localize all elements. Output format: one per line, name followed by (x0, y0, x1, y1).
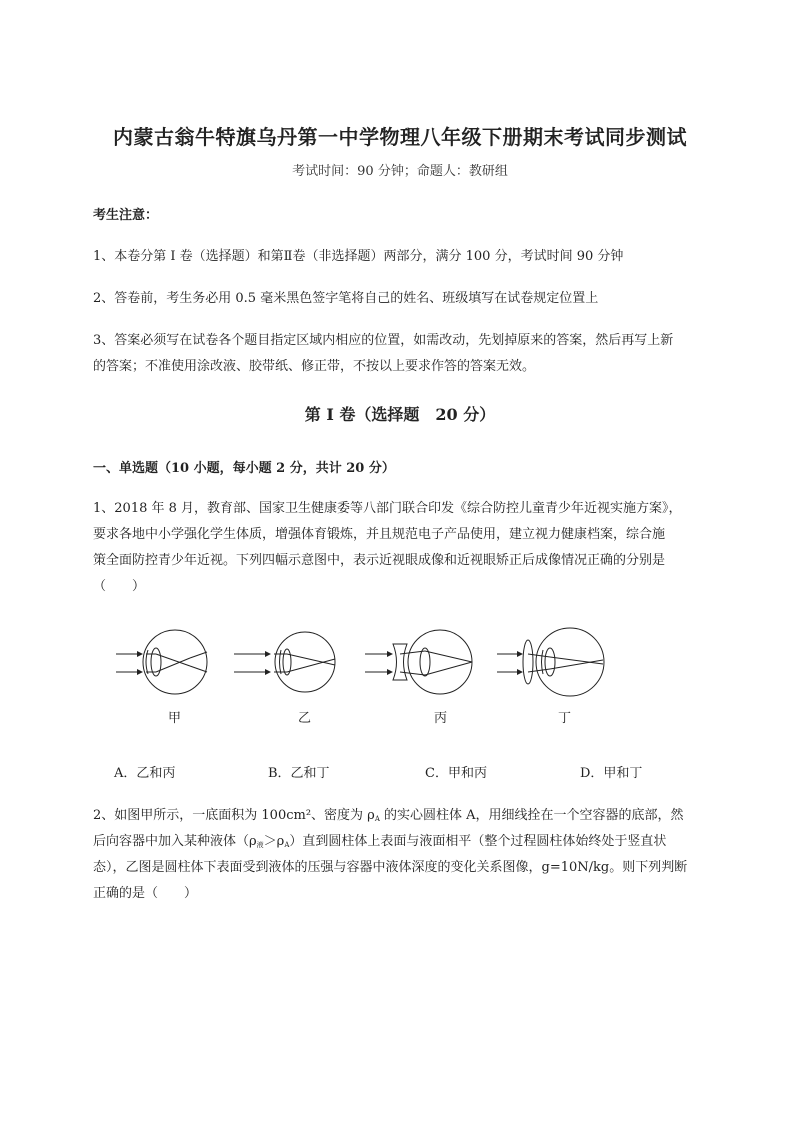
exam-title: 内蒙古翁牛特旗乌丹第一中学物理八年级下册期末考试同步测试 (113, 125, 687, 149)
question-2-line-4: 正确的是（ ） (93, 886, 198, 901)
density-subscript-liquid: 液 (256, 841, 264, 849)
notice-item-3-line-1: 3、答案必须写在试卷各个题目指定区域内相应的位置，如需改动，先划掉原来的答案，然后再写上新 (93, 333, 674, 348)
notice-item-2: 2、答卷前，考生务必用 0.5 毫米黑色签字笔将自己的姓名、班级填写在试卷规定位置上 (93, 291, 599, 306)
question-2-line-1-text: 2、如图甲所示，一底面积为 100cm²、密度为 ρ (93, 808, 375, 823)
figure-label-jia: 甲 (168, 711, 182, 726)
figure-label-bing: 丙 (434, 711, 448, 726)
eye-diagram-jia (116, 630, 207, 694)
eye-diagram-bing (365, 630, 472, 694)
density-subscript-a: A (374, 815, 380, 823)
eye-diagram-yi (234, 632, 335, 692)
option-d: D．甲和丁 (580, 766, 643, 781)
question-1-line-3: 策全面防控青少年近视。下列四幅示意图中，表示近视眼成像和近视眼矫正后成像情况正确的分别是 (93, 553, 666, 568)
question-2-line-2 (93, 830, 666, 850)
figure-label-yi: 乙 (298, 711, 312, 726)
eye-diagram-ding (497, 628, 604, 696)
option-b: B．乙和丁 (268, 766, 330, 781)
question-1-line-1: 1、2018 年 8 月，教育部、国家卫生健康委等八部门联合印发《综合防控儿童青少年近视实施方案》， (93, 501, 682, 516)
notice-item-3-line-2: 的答案；不准使用涂改液、胶带纸、修正带，不按以上要求作答的答案无效。 (93, 359, 536, 374)
eye-diagrams-figure (110, 622, 630, 734)
question-2-line-1 (93, 804, 684, 823)
notice-item-1: 1、本卷分第 I 卷（选择题）和第Ⅱ卷（非选择题）两部分，满分 100 分，考试时间 90 分钟 (93, 249, 624, 264)
question-1-line-4: （ ） (93, 579, 146, 594)
option-c: C．甲和丙 (425, 766, 487, 781)
question-2-line-1-rest: 的实心圆柱体 A，用细线拴在一个空容器的底部，然 (379, 808, 684, 823)
density-subscript-a-2: A (284, 841, 290, 849)
notice-heading: 考生注意： (93, 208, 159, 223)
question-2-line-2-b: ＞ρ (263, 834, 285, 849)
question-1-line-2: 要求各地中小学强化学生体质，增强体育锻炼，并且规范电子产品使用，建立视力健康档案，综合施 (93, 527, 666, 542)
question-2-line-2-c: ）直到圆柱体上表面与液面相平（整个过程圆柱体始终处于竖直状 (289, 834, 667, 849)
question-2-line-2-a: 后向容器中加入某种液体（ρ (93, 834, 257, 849)
figure-label-ding: 丁 (558, 711, 572, 726)
option-a: A．乙和丙 (114, 766, 176, 781)
exam-subtitle: 考试时间：90 分钟；命题人：教研组 (292, 164, 508, 179)
part-heading: 一、单选题（10 小题，每小题 2 分，共计 20 分） (93, 461, 395, 476)
section-title: 第 I 卷（选择题 20 分） (304, 405, 496, 424)
question-2-line-3: 态），乙图是圆柱体下表面受到液体的压强与容器中液体深度的变化关系图像，g=10N/kg。则下列判断 (93, 860, 688, 875)
